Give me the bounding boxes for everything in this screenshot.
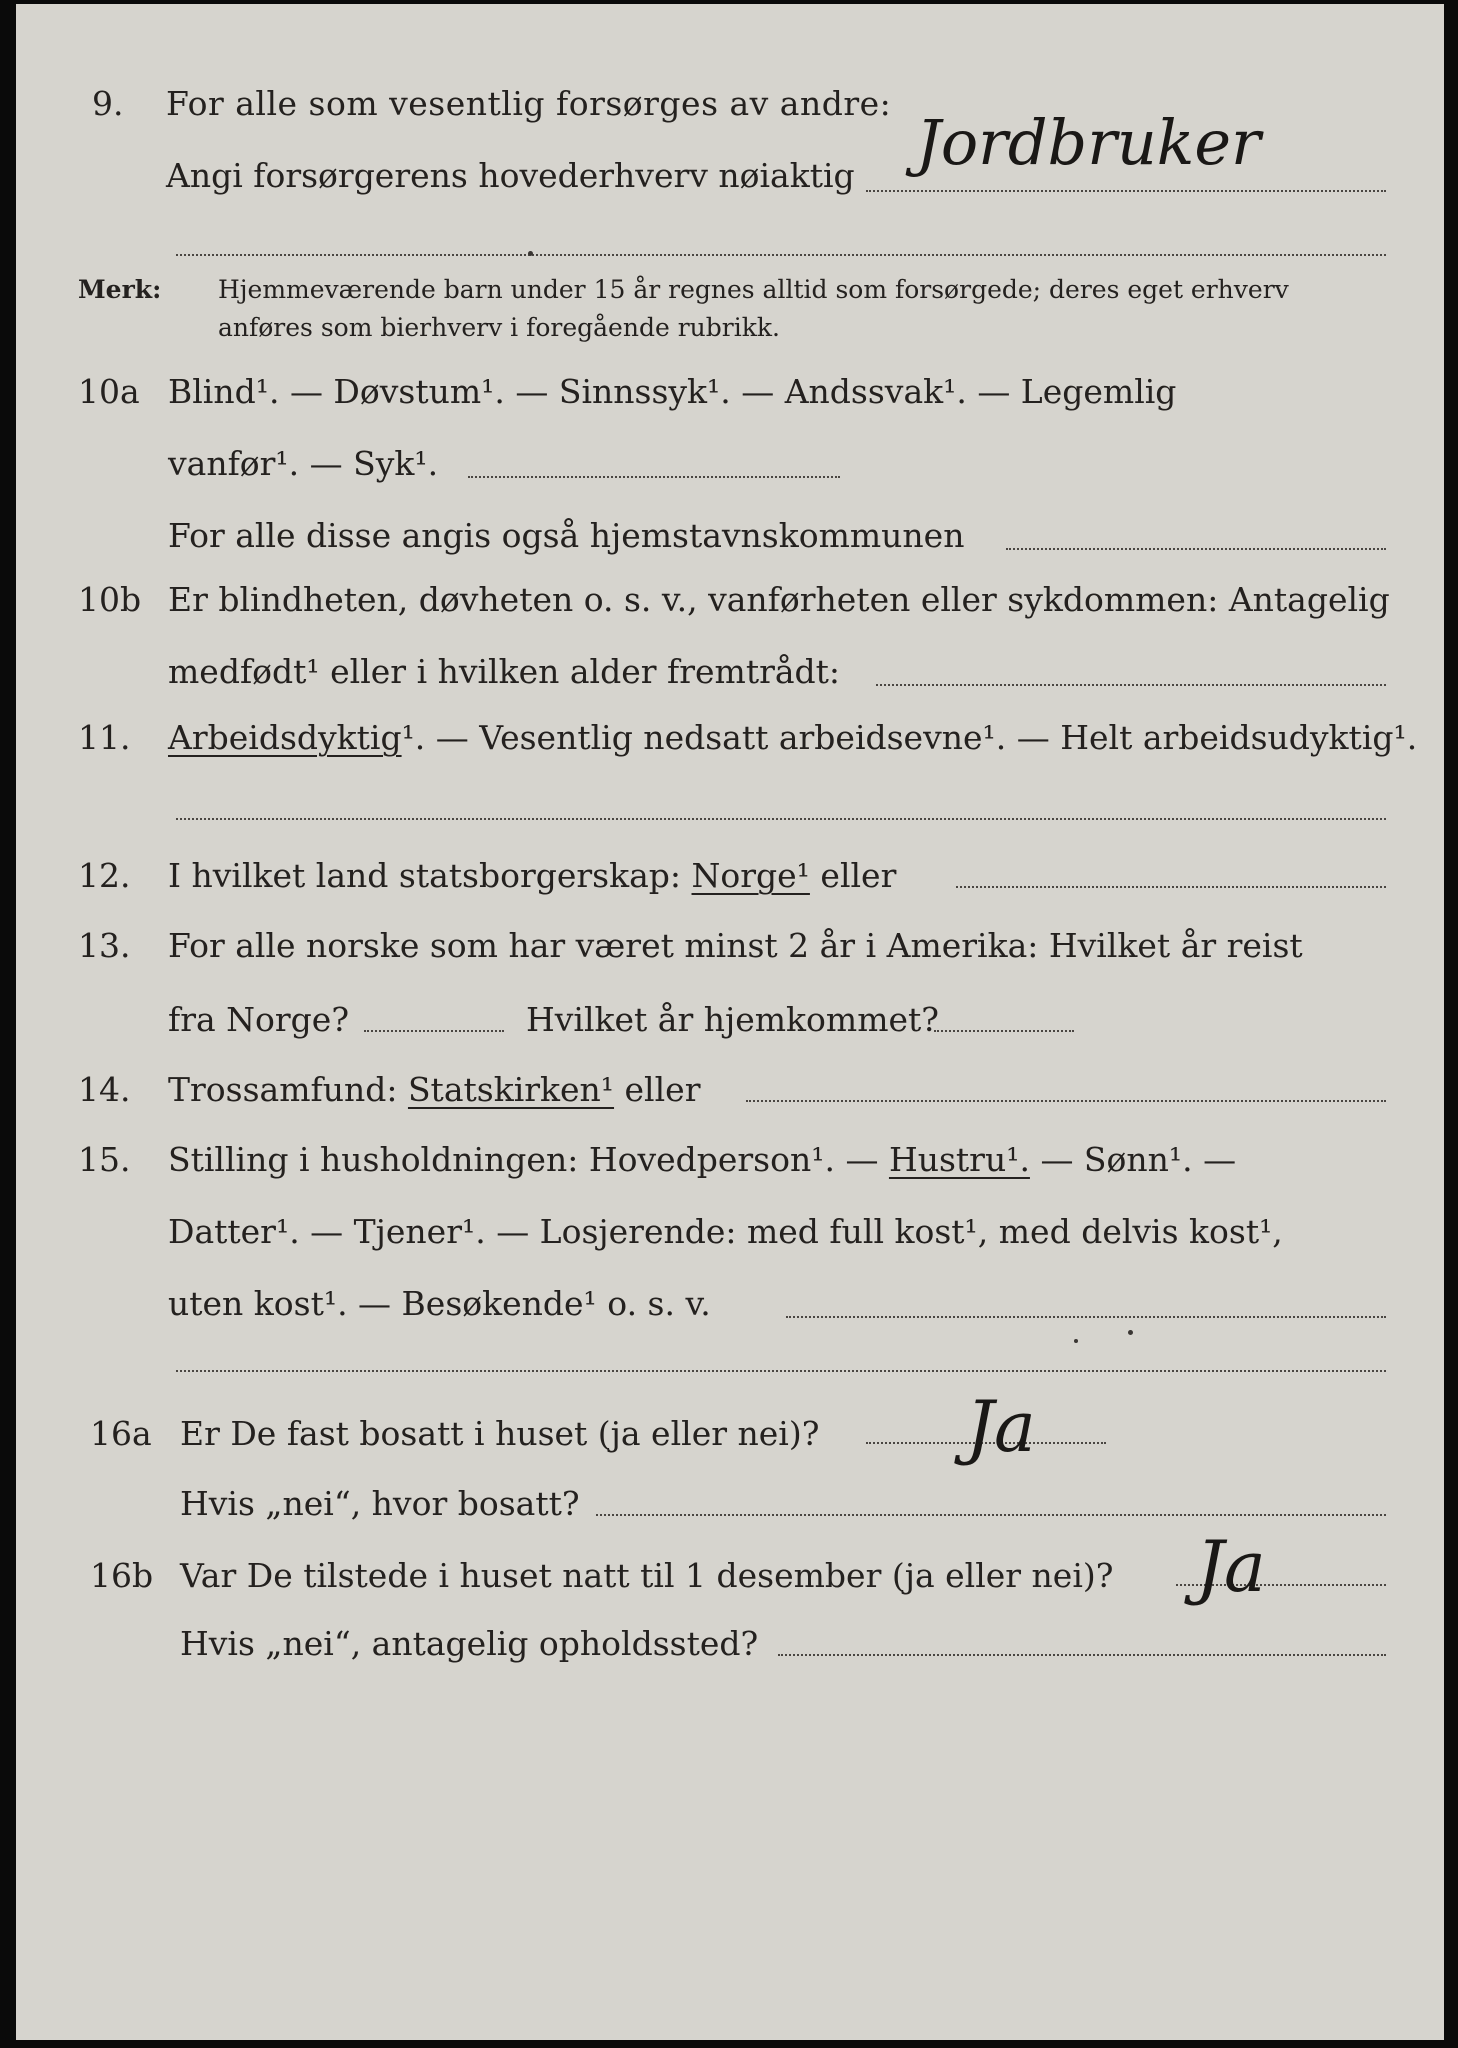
- answer-line: [778, 1654, 1386, 1656]
- question-12-or: eller: [820, 856, 897, 895]
- question-9-number: 9.: [92, 84, 124, 123]
- handwritten-answer-9: Jordbruker: [916, 106, 1261, 179]
- ink-speck: [1128, 1330, 1133, 1335]
- ink-speck: [1074, 1339, 1078, 1343]
- answer-line: [176, 1370, 1386, 1372]
- census-form-page: [16, 4, 1444, 2040]
- question-13-text-line2a: fra Norge?: [168, 1000, 350, 1039]
- question-16a-text-line2: Hvis „nei“, hvor bosatt?: [180, 1484, 580, 1523]
- handwritten-answer-16a: Ja: [966, 1386, 1036, 1468]
- question-9-text-line2: Angi forsørgerens hovederhverv nøiaktig: [166, 156, 855, 195]
- question-12-number: 12.: [78, 856, 131, 895]
- answer-line: [596, 1514, 1386, 1516]
- question-10a-number: 10a: [78, 372, 140, 411]
- question-9-text-line1: For alle som vesentlig forsørges av andre:: [166, 84, 892, 123]
- question-14-number: 14.: [78, 1070, 131, 1109]
- question-10a-text-line1: Blind¹. — Døvstum¹. — Sinnssyk¹. — Andssvak¹. — Legemlig: [168, 372, 1177, 411]
- question-16a-number: 16a: [90, 1414, 152, 1453]
- marked-option: Hustru¹.: [888, 1140, 1030, 1179]
- question-11-text: [168, 718, 1417, 758]
- ink-speck: [528, 251, 533, 256]
- answer-line: [364, 1030, 504, 1032]
- answer-line: [956, 886, 1386, 888]
- marked-option: Arbeidsdyktig: [168, 718, 402, 757]
- answer-line: [866, 190, 1386, 192]
- question-10b-text-line2: medfødt¹ eller i hvilken alder fremtrådt:: [168, 652, 841, 691]
- answer-line: [786, 1316, 1386, 1318]
- question-11-options: ¹. — Vesentlig nedsatt arbeidsevne¹. — Helt arbeidsudyktig¹.: [401, 718, 1418, 757]
- note-text-line1: Hjemmeværende barn under 15 år regnes alltid som forsørgede; deres eget erhverv: [218, 275, 1289, 304]
- question-13-number: 13.: [78, 926, 131, 965]
- question-15-text-line3: uten kost¹. — Besøkende¹ o. s. v.: [168, 1284, 711, 1323]
- question-13-text-line2b: Hvilket år hjemkommet?: [526, 1000, 939, 1039]
- answer-line: [176, 254, 1386, 256]
- handwritten-answer-16b: Ja: [1196, 1526, 1266, 1608]
- question-16b-number: 16b: [90, 1556, 154, 1595]
- question-10b-number: 10b: [78, 580, 142, 619]
- question-14-prompt: Trossamfund:: [168, 1070, 398, 1109]
- marked-option: Norge¹: [691, 856, 810, 895]
- answer-line: [934, 1030, 1074, 1032]
- question-12-prompt: I hvilket land statsborgerskap:: [168, 856, 682, 895]
- note-text-line2: anføres som bierhverv i foregående rubrikk.: [218, 313, 780, 342]
- question-15-number: 15.: [78, 1140, 131, 1179]
- answer-line: [746, 1100, 1386, 1102]
- answer-line: [1006, 548, 1386, 550]
- question-16b-text-line2: Hvis „nei“, antagelig opholdssted?: [180, 1624, 759, 1663]
- question-12-text: [168, 856, 896, 896]
- question-15-text-line1: [168, 1140, 1236, 1180]
- question-14-text: [168, 1070, 700, 1110]
- question-15-prompt: Stilling i husholdningen: Hovedperson¹. —: [168, 1140, 879, 1179]
- question-15-text-line2: Datter¹. — Tjener¹. — Losjerende: med full kost¹, med delvis kost¹,: [168, 1212, 1283, 1251]
- question-14-or: eller: [624, 1070, 701, 1109]
- question-10a-text-line2: vanfør¹. — Syk¹.: [168, 444, 439, 483]
- marked-option: Statskirken¹: [407, 1070, 615, 1109]
- answer-line: [468, 476, 840, 478]
- question-10b-text-line1: Er blindheten, døvheten o. s. v., vanførheten eller sykdommen: Antagelig: [168, 580, 1390, 619]
- question-16a-text-line1: Er De fast bosatt i huset (ja eller nei)?: [180, 1414, 820, 1453]
- question-11-number: 11.: [78, 718, 131, 757]
- question-13-text-line1: For alle norske som har været minst 2 år i Amerika: Hvilket år reist: [168, 926, 1303, 965]
- question-10a-text-line3: For alle disse angis også hjemstavnskommunen: [168, 516, 965, 555]
- question-15-options: — Sønn¹. —: [1040, 1140, 1237, 1179]
- note-label: Merk:: [78, 275, 162, 304]
- question-16b-text-line1: Var De tilstede i huset natt til 1 desember (ja eller nei)?: [180, 1556, 1114, 1595]
- answer-line: [176, 818, 1386, 820]
- answer-line: [876, 684, 1386, 686]
